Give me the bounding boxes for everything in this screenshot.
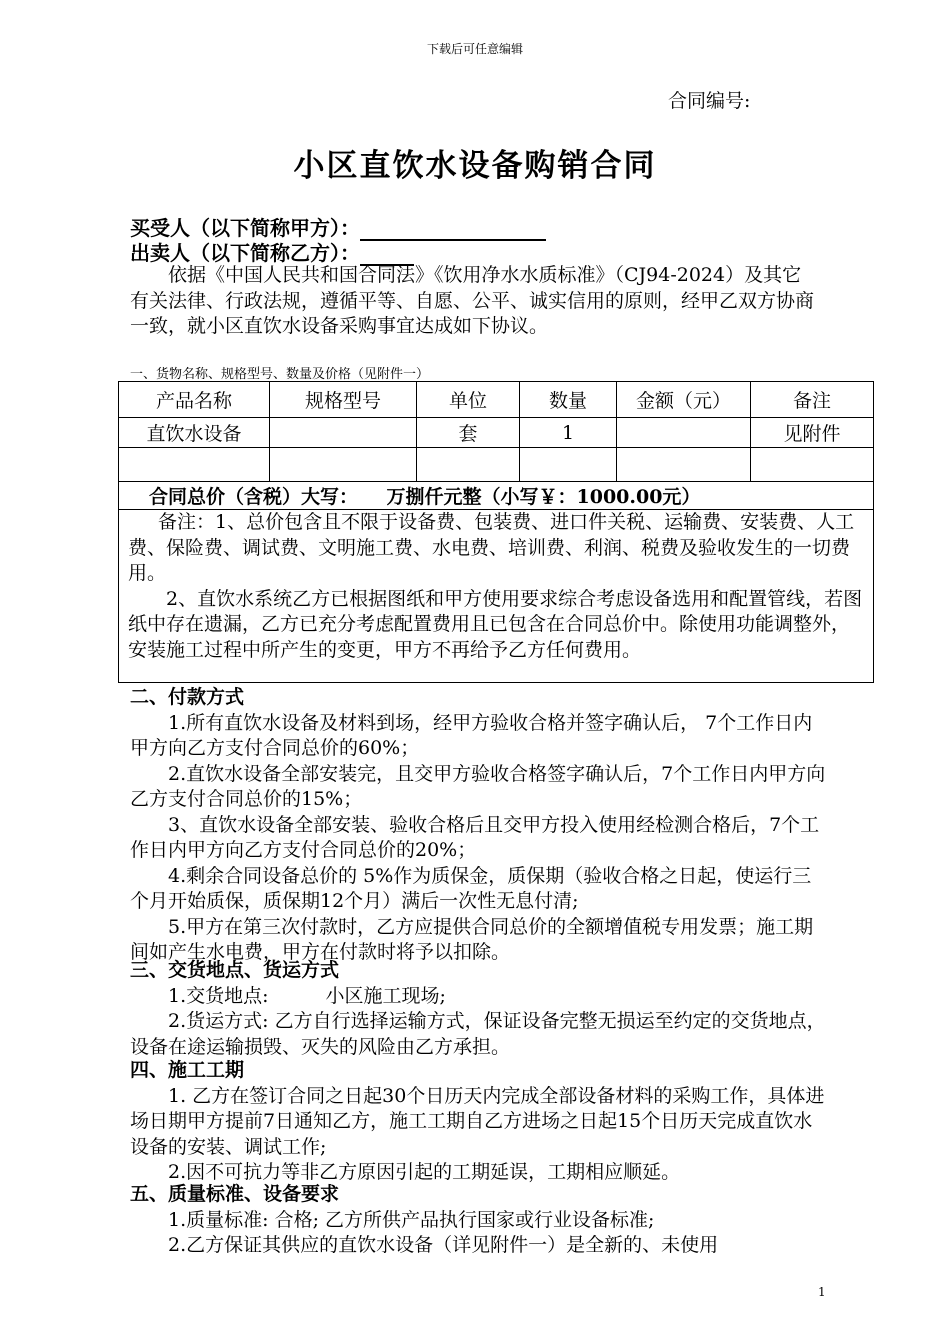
intro-paragraph xyxy=(130,263,820,340)
section-item: 3、直饮水设备全部安装、验收合格后且交甲方投入使用经检测合格后，7个工作日内甲方向乙方支付合同总价的20%； xyxy=(130,813,820,861)
goods-table xyxy=(118,381,874,510)
table-cell xyxy=(270,418,417,448)
table-cell xyxy=(520,448,617,482)
section-delivery xyxy=(130,958,830,1060)
note-1: 备注：1、总价包含且不限于设备费、包装费、进口件关税、运输费、安装费、人工费、保险费、调试费、文明施工费、水电费、培训费、利润、税费及验收发生的一切费用。 xyxy=(128,511,855,584)
section-item: 1.所有直饮水设备及材料到场，经甲方验收合格并签字确认后， 7个工作日内甲方向乙方支付合同总价的60%； xyxy=(130,711,813,759)
page-number: 1 xyxy=(818,1285,826,1299)
seller-line xyxy=(130,237,414,266)
section-item: 1.质量标准: 合格; 乙方所供产品执行国家或行业设备标准; xyxy=(168,1208,655,1231)
table-cell xyxy=(617,418,751,448)
intro-text: 依据《中国人民共和国合同法》《饮用净水水质标准》（CJ94-2024）及其它有关法律、行政法规，遵循平等、自愿、公平、诚实信用的原则，经甲乙双方协商一致，就小区直饮水设备采购事宜达成如下协议。 xyxy=(130,264,815,337)
section-item: 1.交货地点: 小区施工现场; xyxy=(168,984,446,1007)
table-cell: 套 xyxy=(417,418,520,448)
notes-text xyxy=(128,510,864,663)
table-cell xyxy=(751,448,874,482)
table-cell: 直饮水设备 xyxy=(119,418,270,448)
table-header-row xyxy=(119,382,874,418)
section-item: 2.直饮水设备全部安装完，且交甲方验收合格签字确认后，7个工作日内甲方向乙方支付合同总价的15%； xyxy=(130,762,826,810)
section-heading: 三、交货地点、货运方式 xyxy=(130,959,340,981)
section-item: 5.甲方在第三次付款时，乙方应提供合同总价的全额增值税专用发票；施工期间如产生水电费，甲方在付款时将予以扣除。 xyxy=(130,915,814,963)
buyer-label: 买受人（以下简称甲方）： xyxy=(130,216,360,240)
table-cell xyxy=(417,448,520,482)
table-cell: 见附件 xyxy=(751,418,874,448)
section-item: 2.因不可抗力等非乙方原因引起的工期延误，工期相应顺延。 xyxy=(168,1161,681,1183)
section-heading: 四、施工工期 xyxy=(130,1059,245,1081)
section-item: 2.货运方式: 乙方自行选择运输方式，保证设备完整无损运至约定的交货地点，设备在途运输损毁、灭失的风险由乙方承担。 xyxy=(130,1010,826,1058)
table-header-cell: 金额（元） xyxy=(617,382,751,418)
section1-title: 一、货物名称、规格型号、数量及价格（见附件一） xyxy=(130,367,430,382)
table-header-cell: 产品名称 xyxy=(119,382,270,418)
table-header-cell: 备注 xyxy=(751,382,874,418)
section-item: 2.乙方保证其供应的直饮水设备（详见附件一）是全新的、未使用 xyxy=(168,1234,719,1256)
table-cell xyxy=(270,448,417,482)
table-header-cell: 数量 xyxy=(520,382,617,418)
table-cell xyxy=(617,448,751,482)
seller-label: 出卖人（以下简称乙方）： xyxy=(130,241,360,265)
section-schedule xyxy=(130,1058,830,1186)
total-price: 合同总价（含税）大写： 万捌仟元整（小写￥：1000.00元） xyxy=(119,482,874,510)
table-cell: 1 xyxy=(520,418,617,448)
table-row xyxy=(119,418,874,448)
section-payment xyxy=(130,685,830,966)
section-heading: 二、付款方式 xyxy=(130,686,245,708)
document-title: 小区直饮水设备购销合同 xyxy=(293,148,657,184)
contract-number-label: 合同编号: xyxy=(668,90,751,112)
section-item: 1. 乙方在签订合同之日起30个日历天内完成全部设备材料的采购工作，具体进场日期甲方提前7日通知乙方，施工工期自乙方进场之日起15个日历天完成直饮水设备的安装、调试工作; xyxy=(130,1084,825,1158)
table-total-row xyxy=(119,482,874,510)
section-item: 4.剩余合同设备总价的 5%作为质保金，质保期（验收合格之日起，使运行三个月开始质保，质保期12个月）满后一次性无息付清; xyxy=(130,864,812,912)
table-header-cell: 规格型号 xyxy=(270,382,417,418)
header-note: 下载后可任意编辑 xyxy=(426,42,523,56)
table-header-cell: 单位 xyxy=(417,382,520,418)
note-2: 2、直饮水系统乙方已根据图纸和甲方使用要求综合考虑设备选用和配置管线，若图纸中存在遗漏，乙方已充分考虑配置费用且已包含在合同总价中。除使用功能调整外，安装施工过程中所产生的变更，甲方不再给予乙方任何费用。 xyxy=(128,587,863,661)
section-heading: 五、质量标准、设备要求 xyxy=(130,1183,340,1205)
table-row xyxy=(119,448,874,482)
section-quality xyxy=(130,1182,830,1259)
table-cell xyxy=(119,448,270,482)
